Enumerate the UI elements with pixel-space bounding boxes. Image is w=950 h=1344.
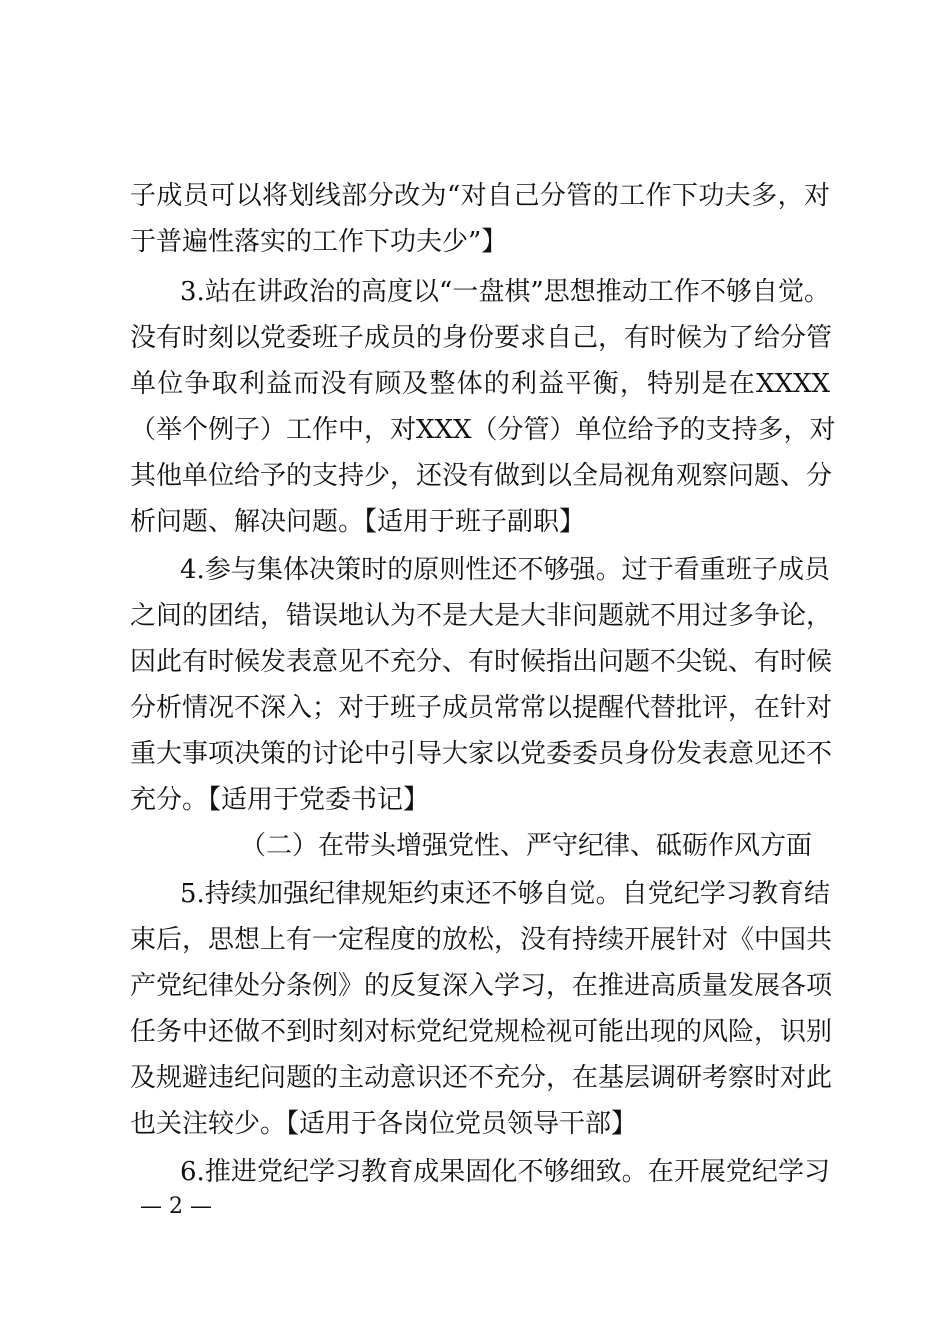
body-text-line: 产党纪律处分条例》的反复深入学习，在推进高质量发展各项 bbox=[130, 971, 833, 1001]
body-text-line: 子成员可以将划线部分改为“对自己分管的工作下功夫多，对 bbox=[130, 181, 830, 211]
paragraph-4-title-line: 4.参与集体决策时的原则性还不够强。过于看重班子成员 bbox=[180, 555, 830, 585]
body-text-line: 于普遍性落实的工作下功夫少”】 bbox=[130, 227, 508, 257]
section-heading: （二）在带头增强党性、严守纪律、砥砺作风方面 bbox=[240, 831, 813, 861]
body-text-line: 析问题、解决问题。【适用于班子副职】 bbox=[130, 507, 586, 537]
body-text-line: 充分。【适用于党委书记】 bbox=[130, 785, 430, 815]
body-text-line: 任务中还做不到时刻对标党纪党规检视可能出现的风险，识别 bbox=[130, 1017, 833, 1047]
body-text-line: 其他单位给予的支持少，还没有做到以全局视角观察问题、分 bbox=[130, 461, 833, 491]
body-text-line: 及规避违纪问题的主动意识还不充分，在基层调研考察时对此 bbox=[130, 1063, 833, 1093]
body-text-line: 束后，思想上有一定程度的放松，没有持续开展针对《中国共 bbox=[130, 925, 833, 955]
body-text-line: 重大事项决策的讨论中引导大家以党委委员身份发表意见还不 bbox=[130, 739, 833, 769]
paragraph-5-title-line: 5.持续加强纪律规矩约束还不够自觉。自党纪学习教育结 bbox=[180, 879, 830, 909]
page-number: — 2 — bbox=[140, 1194, 212, 1219]
body-text-line: 单位争取利益而没有顾及整体的利益平衡，特别是在XXXX bbox=[130, 369, 830, 399]
body-text-line: 也关注较少。【适用于各岗位党员领导干部】 bbox=[130, 1109, 638, 1139]
paragraph-3-title-line: 3.站在讲政治的高度以“一盘棋”思想推动工作不够自觉。 bbox=[180, 277, 830, 307]
body-text-line: 因此有时候发表意见不充分、有时候指出问题不尖锐、有时候 bbox=[130, 647, 833, 677]
body-text-line: 没有时刻以党委班子成员的身份要求自己，有时候为了给分管 bbox=[130, 323, 833, 353]
body-text-line: 分析情况不深入；对于班子成员常常以提醒代替批评，在针对 bbox=[130, 693, 833, 723]
body-text-line: （举个例子）工作中，对XXX（分管）单位给予的支持多，对 bbox=[130, 415, 836, 445]
body-text-line: 之间的团结，错误地认为不是大是大非问题就不用过多争论， bbox=[130, 601, 833, 631]
paragraph-6-title-line: 6.推进党纪学习教育成果固化不够细致。在开展党纪学习 bbox=[180, 1157, 830, 1187]
